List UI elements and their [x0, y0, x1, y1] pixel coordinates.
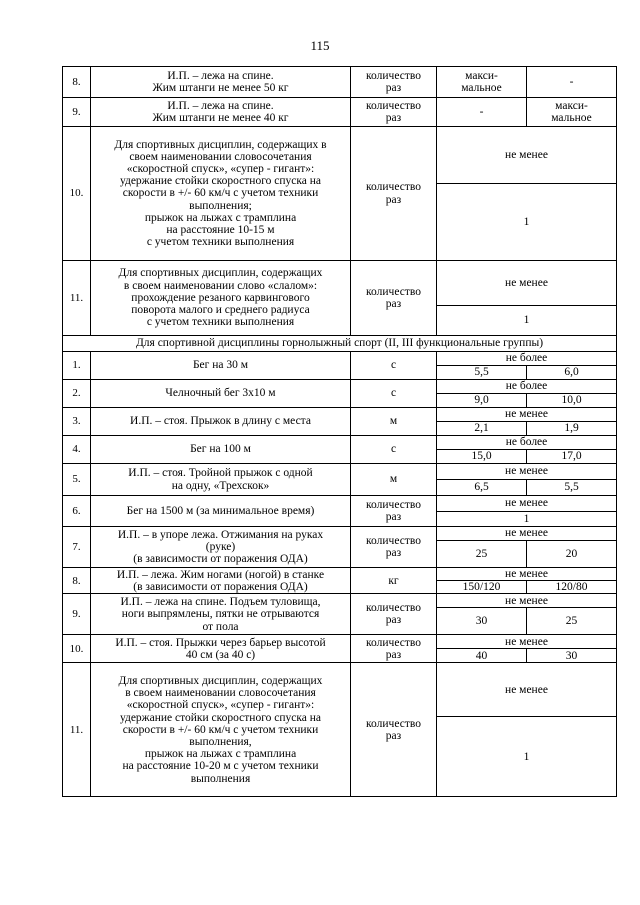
table-row [63, 127, 617, 184]
value-cell: 40 [437, 649, 527, 663]
unit-cell: количество раз [351, 496, 437, 527]
exercise-description: И.П. – лежа на спине. Подъем туловища, ноги выпрямлены, пятки не отрываются от пола [91, 594, 351, 635]
unit-cell: количество раз [351, 594, 437, 635]
section-title: Для спортивной дисциплины горнолыжный спорт (II, III функциональные группы) [63, 336, 617, 352]
unit-cell: количество раз [351, 635, 437, 663]
unit-cell: м [351, 408, 437, 436]
table-row [63, 436, 617, 450]
row-number: 4. [63, 436, 91, 464]
value-cell: 2,1 [437, 422, 527, 436]
value-cell: 20 [527, 541, 617, 568]
value-cell: 10,0 [527, 394, 617, 408]
norm-header: не менее [437, 568, 617, 581]
norm-header: не менее [437, 127, 617, 184]
unit-cell: с [351, 352, 437, 380]
exercise-description: Бег на 100 м [91, 436, 351, 464]
value-cell: 25 [527, 608, 617, 635]
table-row [63, 98, 617, 127]
norm-header: не менее [437, 261, 617, 306]
section-row [63, 336, 617, 352]
value-cell: 9,0 [437, 394, 527, 408]
exercise-description: Челночный бег 3х10 м [91, 380, 351, 408]
standards-table [62, 66, 617, 797]
row-number: 10. [63, 127, 91, 261]
value-cell: 15,0 [437, 450, 527, 464]
table-row [63, 527, 617, 541]
value-cell: 30 [527, 649, 617, 663]
value-cell: 1 [437, 512, 617, 527]
value-cell: макси- мальное [437, 67, 527, 98]
exercise-description: Для спортивных дисциплин, содержащих в своем наименовании слово «слалом»: прохождение резаного карвингового поворота малого и среднего радиуса с учетом техники выполнения [91, 261, 351, 336]
norm-header: не менее [437, 408, 617, 422]
exercise-description: И.П. – стоя. Прыжки через барьер высотой 40 см (за 40 с) [91, 635, 351, 663]
value-cell: макси- мальное [527, 98, 617, 127]
table-row [63, 352, 617, 366]
row-number: 8. [63, 568, 91, 594]
norm-header: не более [437, 352, 617, 366]
unit-cell: с [351, 380, 437, 408]
row-number: 9. [63, 98, 91, 127]
row-number: 5. [63, 464, 91, 496]
value-cell: 30 [437, 608, 527, 635]
norm-header: не менее [437, 594, 617, 608]
unit-cell: количество раз [351, 261, 437, 336]
norm-header: не более [437, 380, 617, 394]
exercise-description: Для спортивных дисциплин, содержащих в своем наименовании словосочетания «скоростной спуск», «супер - гигант»: удержание стойки скоростного спуска на скорости в +/- 60 км/ч с учетом техники выполнения, прыжок на лыжах с трамплина на расстояние 10-20 м с учетом техники выполнения [91, 663, 351, 797]
row-number: 11. [63, 663, 91, 797]
exercise-description: И.П. – стоя. Тройной прыжок с одной на одну, «Трехскок» [91, 464, 351, 496]
exercise-description: Бег на 1500 м (за минимальное время) [91, 496, 351, 527]
value-cell: 25 [437, 541, 527, 568]
value-cell: 5,5 [527, 480, 617, 496]
value-cell: 17,0 [527, 450, 617, 464]
value-cell: 150/120 [437, 581, 527, 594]
table-row [63, 464, 617, 480]
unit-cell: количество раз [351, 527, 437, 568]
exercise-description: И.П. – стоя. Прыжок в длину с места [91, 408, 351, 436]
norm-header: не менее [437, 527, 617, 541]
exercise-description: Бег на 30 м [91, 352, 351, 380]
value-cell: 5,5 [437, 366, 527, 380]
norm-header: не более [437, 436, 617, 450]
row-number: 9. [63, 594, 91, 635]
exercise-description: И.П. – лежа на спине. Жим штанги не менее 40 кг [91, 98, 351, 127]
table-row [63, 67, 617, 98]
table-row [63, 568, 617, 581]
row-number: 7. [63, 527, 91, 568]
value-cell: 6,5 [437, 480, 527, 496]
table-row [63, 408, 617, 422]
table-row [63, 663, 617, 717]
exercise-description: И.П. – лежа. Жим ногами (ногой) в станке (в зависимости от поражения ОДА) [91, 568, 351, 594]
row-number: 8. [63, 67, 91, 98]
row-number: 11. [63, 261, 91, 336]
exercise-description: И.П. – лежа на спине. Жим штанги не менее 50 кг [91, 67, 351, 98]
row-number: 10. [63, 635, 91, 663]
value-cell: - [527, 67, 617, 98]
unit-cell: количество раз [351, 127, 437, 261]
unit-cell: кг [351, 568, 437, 594]
unit-cell: количество раз [351, 98, 437, 127]
unit-cell: с [351, 436, 437, 464]
unit-cell: м [351, 464, 437, 496]
table-row [63, 635, 617, 649]
row-number: 6. [63, 496, 91, 527]
unit-cell: количество раз [351, 663, 437, 797]
table-row [63, 496, 617, 512]
value-cell: 1 [437, 717, 617, 797]
table-row [63, 261, 617, 306]
norm-header: не менее [437, 496, 617, 512]
value-cell: 1 [437, 306, 617, 336]
value-cell: 1 [437, 184, 617, 261]
exercise-description: Для спортивных дисциплин, содержащих в своем наименовании словосочетания «скоростной спуск», «супер - гигант»: удержание стойки скоростного спуска на скорости в +/- 60 км/ч с учетом техники выполнения; прыжок на лыжах с трамплина на расстояние 10-15 м с учетом техники выполнения [91, 127, 351, 261]
exercise-description: И.П. – в упоре лежа. Отжимания на руках (руке) (в зависимости от поражения ОДА) [91, 527, 351, 568]
table-row [63, 380, 617, 394]
row-number: 2. [63, 380, 91, 408]
value-cell: 120/80 [527, 581, 617, 594]
row-number: 3. [63, 408, 91, 436]
page-number: 115 [310, 38, 330, 53]
table-row [63, 594, 617, 608]
value-cell: - [437, 98, 527, 127]
norm-header: не менее [437, 635, 617, 649]
unit-cell: количество раз [351, 67, 437, 98]
norm-header: не менее [437, 663, 617, 717]
value-cell: 1,9 [527, 422, 617, 436]
norm-header: не менее [437, 464, 617, 480]
row-number: 1. [63, 352, 91, 380]
value-cell: 6,0 [527, 366, 617, 380]
